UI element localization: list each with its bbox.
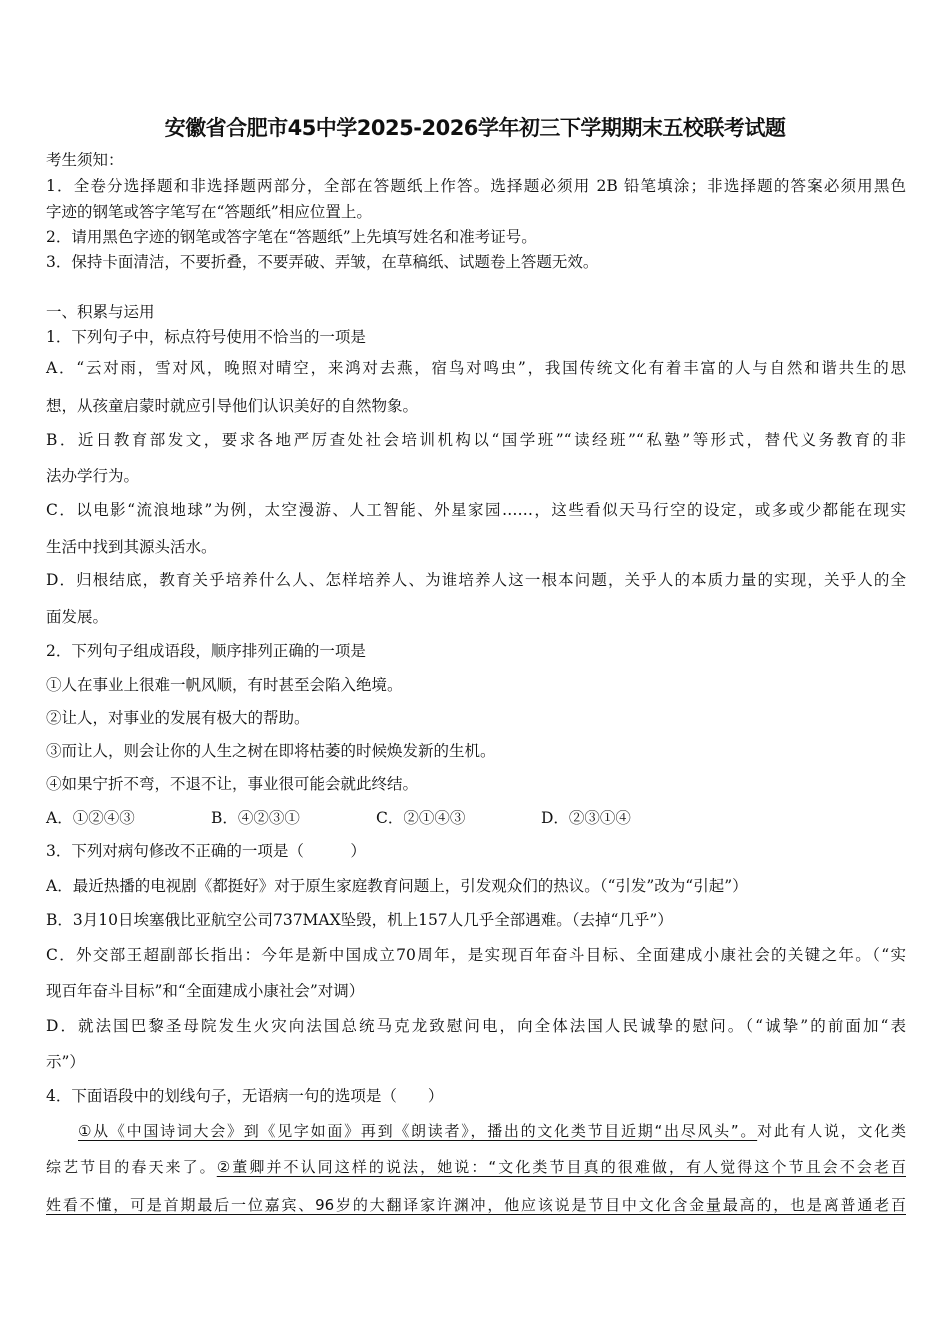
q2-option-d: D．②③①④ — [541, 809, 631, 827]
q1-option-d: D．归根结底，教育关乎培养什么人、怎样培养人、为谁培养人这一根本问题，关乎人的本质力量的实现，关乎人的全 — [46, 571, 906, 589]
q1-option-c-cont: 生活中找到其源头活水。 — [46, 538, 217, 556]
q1-option-a-cont: 想，从孩童启蒙时就应引导他们认识美好的自然物象。 — [46, 397, 419, 415]
page-title: 安徽省合肥市45中学2025-2026学年初三下学期期末五校联考试题 — [164, 116, 786, 140]
q2-item: ④如果宁折不弯，不退不让，事业很可能会就此终结。 — [46, 775, 419, 793]
q2-item: ③而让人，则会让你的人生之树在即将枯萎的时候焕发新的生机。 — [46, 742, 496, 760]
q3-option-b: B．3月10日埃塞俄比亚航空公司737MAX坠毁，机上157人几乎全部遇难。（去掉“几乎”） — [46, 911, 673, 929]
underlined-sentence-1: ①从《中国诗词大会》到《见字如面》再到《朗读者》，播出的文化类节目近期“出尽风头”。 — [78, 1122, 758, 1140]
passage-text: 对此有人说，文化类 — [757, 1122, 906, 1140]
q3-stem: 3．下列对病句修改不正确的一项是（ ） — [46, 842, 366, 860]
q2-item: ②让人，对事业的发展有极大的帮助。 — [46, 709, 310, 727]
passage-text: 综艺节目的春天来了。 — [46, 1158, 217, 1176]
q1-option-c: C．以电影“流浪地球”为例，太空漫游、人工智能、外星家园……，这些看似天马行空的设定，或多或少都能在现实 — [46, 501, 906, 519]
underlined-sentence-2: ②董卿并不认同这样的说法，她说：“文化类节目真的很难做，有人觉得这个节且会不会老百 — [216, 1158, 906, 1176]
notice-line: 3．保持卡面清洁，不要折叠，不要弄破、弄皱，在草稿纸、试题卷上答题无效。 — [46, 253, 599, 271]
q2-option-c: C．②①④③ — [376, 809, 466, 827]
q2-stem: 2．下列句子组成语段，顺序排列正确的一项是 — [46, 642, 366, 660]
notice-line: 2．请用黑色字迹的钢笔或答字笔在“答题纸”上先填写姓名和准考证号。 — [46, 228, 537, 246]
q1-option-b: B．近日教育部发文，要求各地严厉查处社会培训机构以“国学班”“读经班”“私塾”等形式，替代义务教育的非 — [46, 431, 906, 449]
q1-option-d-cont: 面发展。 — [46, 608, 109, 626]
q3-option-a: A．最近热播的电视剧《都挺好》对于原生家庭教育问题上，引发观众们的热议。（“引发”改为“引起”） — [46, 877, 748, 895]
q3-option-c-cont: 现百年奋斗目标”和“全面建成小康社会”对调） — [46, 982, 365, 1000]
q1-option-a: A．“云对雨，雪对风，晚照对晴空，来鸿对去燕，宿鸟对鸣虫”，我国传统文化有着丰富的人与自然和谐共生的思 — [46, 359, 906, 377]
q2-option-a: A．①②④③ — [46, 809, 135, 827]
q2-options — [46, 808, 906, 828]
section-heading: 一、积累与运用 — [46, 303, 155, 321]
notice-line: 字迹的钢笔或答字笔写在“答题纸”相应位置上。 — [46, 203, 372, 221]
q4-passage-line — [46, 1121, 906, 1141]
q3-option-d-cont: 示”） — [46, 1053, 85, 1071]
q4-stem: 4．下面语段中的划线句子，无语病一句的选项是（ ） — [46, 1087, 444, 1105]
q4-passage-line — [46, 1157, 906, 1177]
q1-option-b-cont: 法办学行为。 — [46, 467, 140, 485]
q1-stem: 1．下列句子中，标点符号使用不恰当的一项是 — [46, 328, 366, 346]
notice-line: 1．全卷分选择题和非选择题两部分，全部在答题纸上作答。选择题必须用 2B 铅笔填涂；非选择题的答案必须用黑色 — [46, 177, 906, 195]
underlined-sentence-2-cont: 姓看不懂，可是首期最后一位嘉宾、96岁的大翻译家许渊冲，他应该说是节目中文化含金量最高的，也是离普通老百 — [46, 1196, 906, 1214]
q2-option-b: B．④②③① — [211, 809, 300, 827]
q4-passage-line — [46, 1195, 906, 1215]
notice-heading: 考生须知： — [46, 151, 124, 169]
q3-option-c: C．外交部王超副部长指出：今年是新中国成立70周年，是实现百年奋斗目标、全面建成小康社会的关键之年。（“实 — [46, 946, 906, 964]
q3-option-d: D．就法国巴黎圣母院发生火灾向法国总统马克龙致慰问电，向全体法国人民诚挚的慰问。（“诚挚”的前面加“表 — [46, 1017, 906, 1035]
q2-item: ①人在事业上很难一帆风顺，有时甚至会陷入绝境。 — [46, 676, 403, 694]
